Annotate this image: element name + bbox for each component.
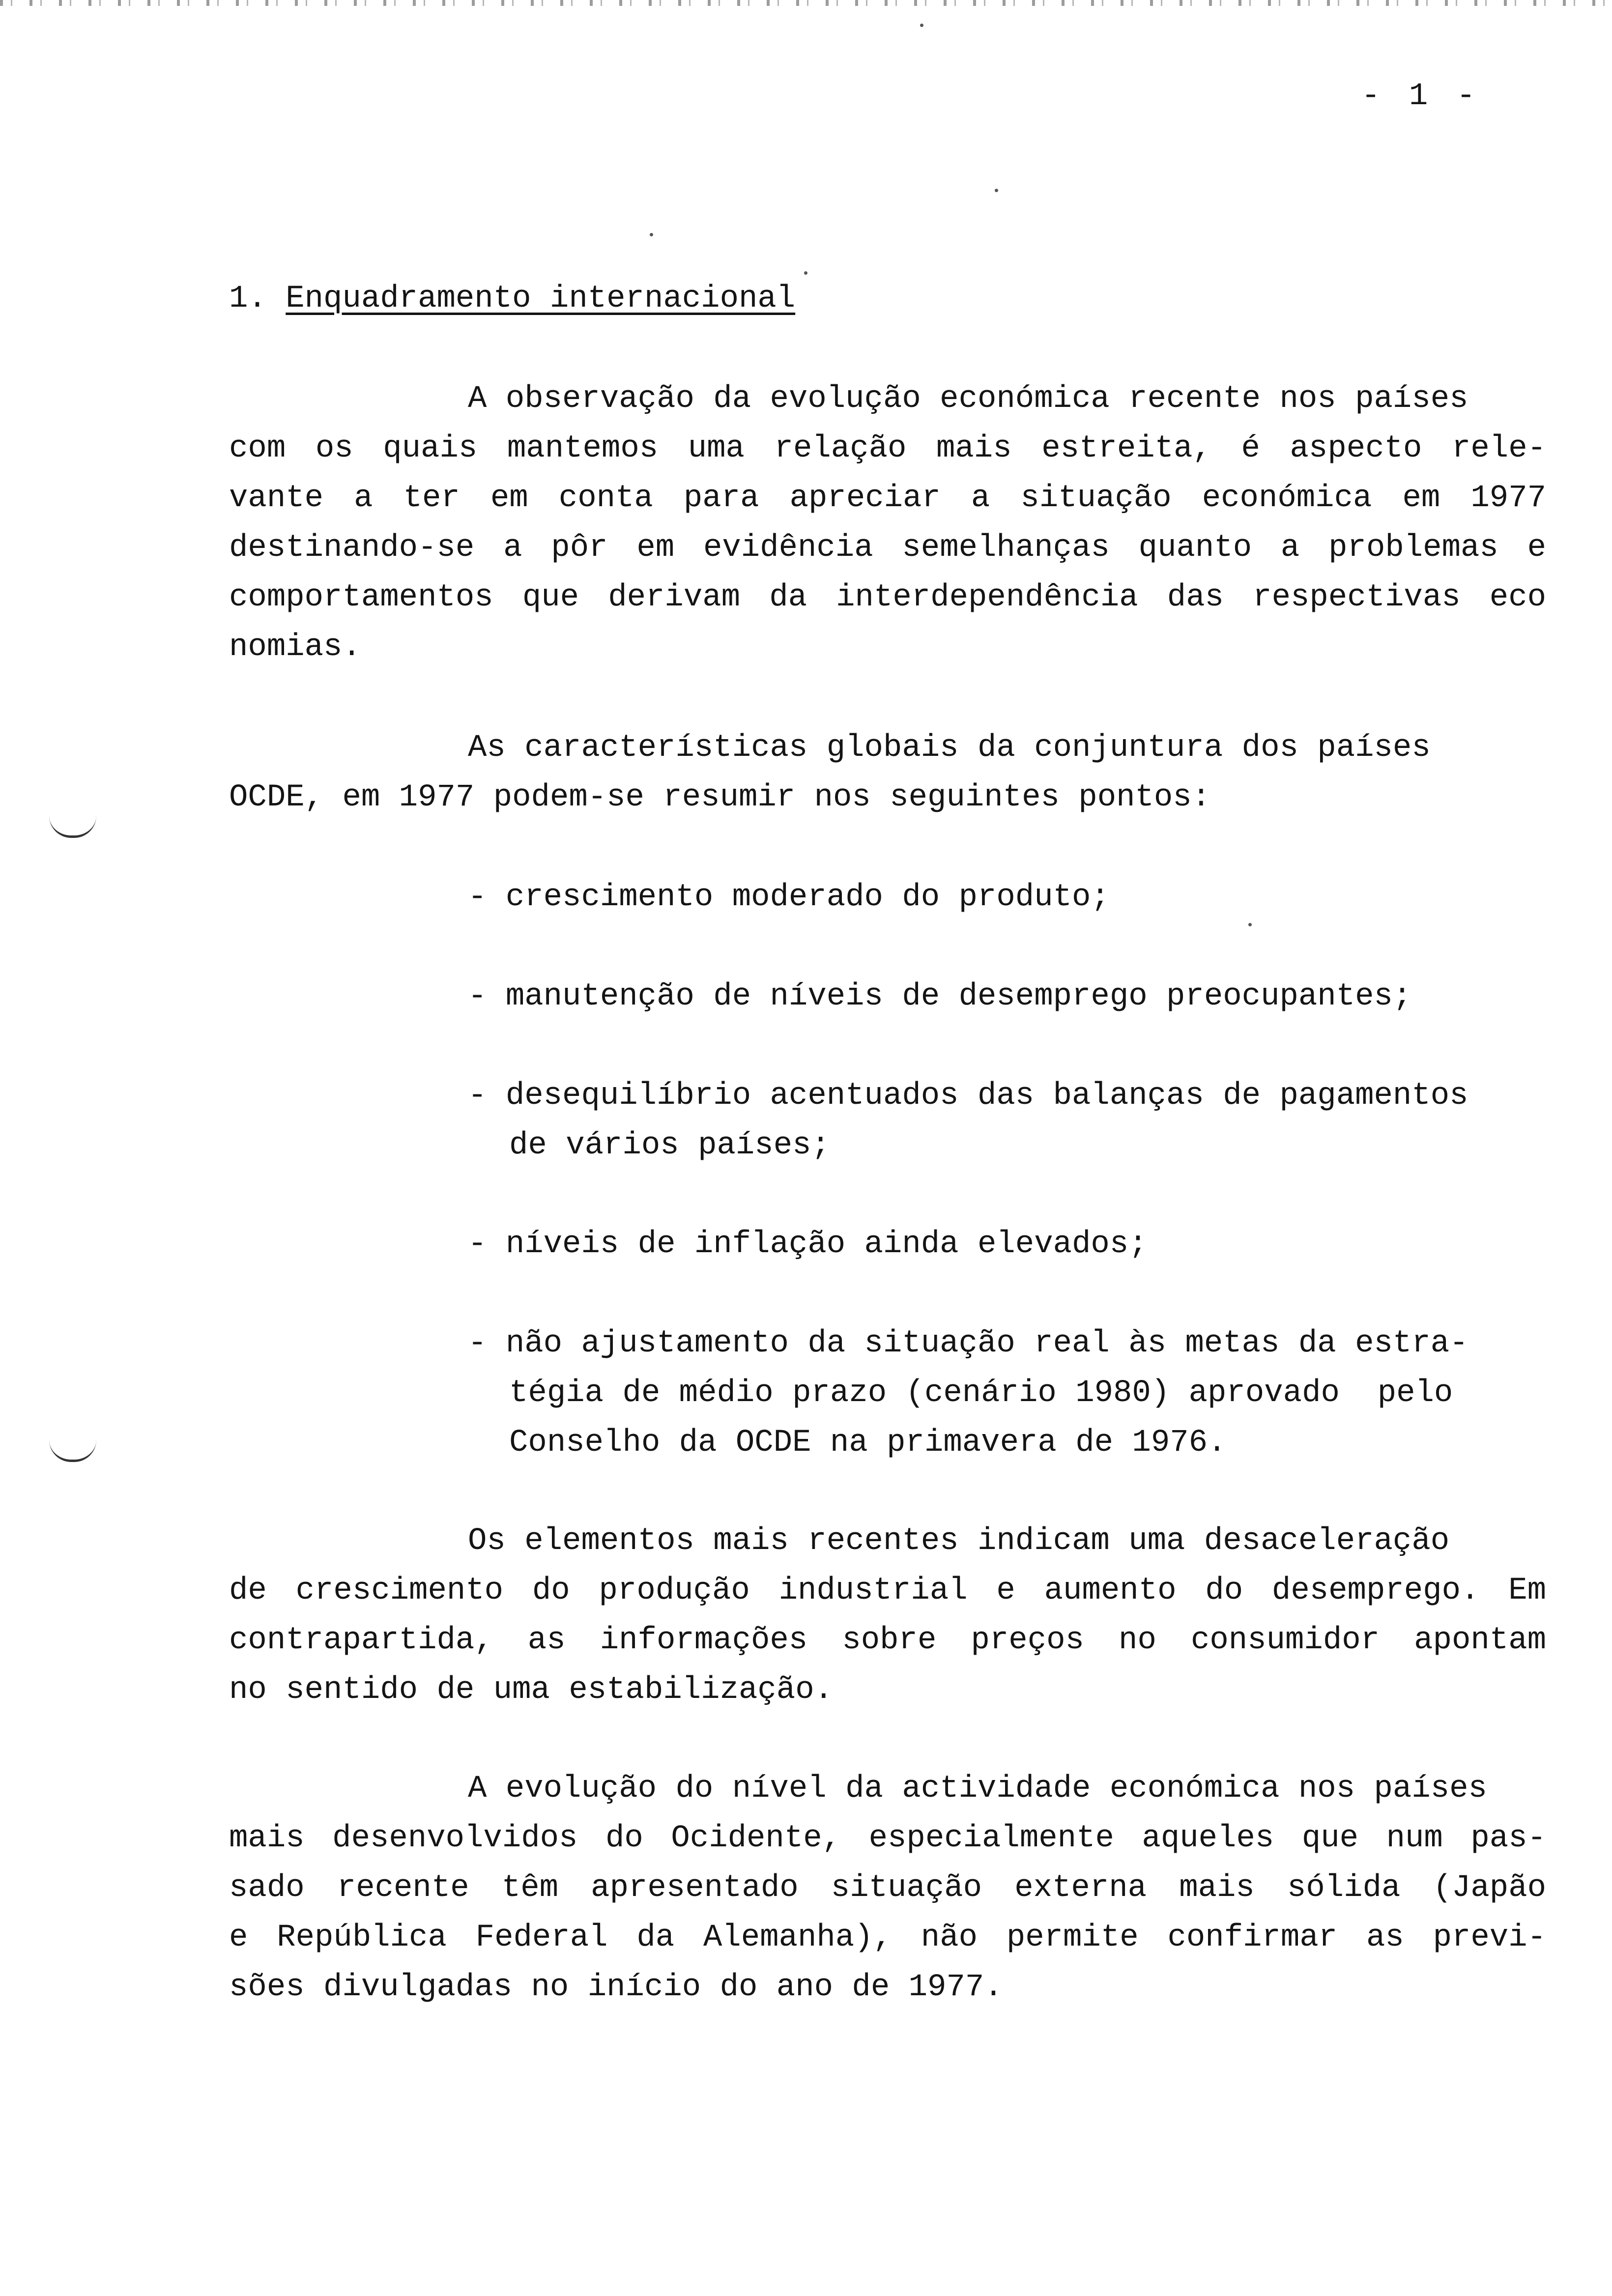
paragraph-1 [229, 374, 1546, 672]
binder-hole-mark [49, 816, 96, 838]
page-number: - 1 - [1361, 79, 1481, 114]
bullet-line: - crescimento moderado do produto; [468, 880, 1110, 915]
bullet-item-1 [468, 873, 1534, 922]
paragraph-line: comportamentos que derivam da interdependência das respectivas eco [229, 580, 1546, 615]
scan-speck [995, 189, 998, 192]
bullet-line: - desequilíbrio acentuados das balanças de pagamentos [468, 1078, 1468, 1114]
paragraph-line: no sentido de uma estabilização. [229, 1672, 833, 1708]
scan-speck [920, 24, 923, 27]
scanned-page-top-edge [0, 0, 1612, 6]
bullet-item-5 [468, 1319, 1534, 1468]
paragraph-line: As características globais da conjuntura dos países [468, 730, 1431, 766]
section-number: 1. [229, 281, 267, 316]
paragraph-line: mais desenvolvidos do Ocidente, especialmente aqueles que num pas- [229, 1821, 1546, 1856]
paragraph-line: A observação da evolução económica recente nos países [468, 381, 1468, 417]
paragraph-line: destinando-se a pôr em evidência semelhanças quanto a problemas e [229, 530, 1546, 566]
paragraph-3 [229, 1517, 1546, 1715]
paragraph-line: contrapartida, as informações sobre preços no consumidor apontam [229, 1623, 1546, 1658]
paragraph-line: Os elementos mais recentes indicam uma desaceleração [468, 1523, 1450, 1559]
paragraph-line: de crescimento do produção industrial e aumento do desemprego. Em [229, 1573, 1546, 1608]
paragraph-line: sões divulgadas no início do ano de 1977. [229, 1970, 1003, 2005]
paragraph-line: sado recente têm apresentado situação externa mais sólida (Japão [229, 1870, 1546, 1906]
section-heading [229, 283, 795, 315]
scan-speck [1248, 923, 1252, 926]
bullet-line: de vários países; [509, 1128, 830, 1163]
bullet-line: - níveis de inflação ainda elevados; [468, 1227, 1148, 1262]
bullet-line: Conselho da OCDE na primavera de 1976. [509, 1425, 1227, 1461]
scan-speck [650, 233, 653, 236]
paragraph-line: A evolução do nível da actividade económica nos países [468, 1771, 1487, 1807]
bullet-item-3 [468, 1071, 1534, 1171]
paragraph-2 [229, 723, 1546, 823]
paragraph-line: OCDE, em 1977 podem-se resumir nos seguintes pontos: [229, 780, 1211, 815]
bullet-item-2 [468, 972, 1534, 1022]
paragraph-line: com os quais mantemos uma relação mais estreita, é aspecto rele- [229, 431, 1546, 466]
paragraph-line: nomias. [229, 630, 361, 665]
paragraph-line: vante a ter em conta para apreciar a situação económica em 1977 [229, 481, 1546, 516]
paragraph-line: e República Federal da Alemanha), não permite confirmar as previ- [229, 1920, 1546, 1955]
scan-speck [804, 271, 807, 275]
bullet-line: tégia de médio prazo (cenário 1980) aprovado pelo [509, 1376, 1453, 1411]
bullet-item-4 [468, 1220, 1534, 1269]
section-title: Enquadramento internacional [286, 281, 796, 316]
bullet-line: - não ajustamento da situação real às metas da estra- [468, 1326, 1468, 1361]
binder-hole-mark [49, 1440, 96, 1462]
paragraph-4 [229, 1764, 1546, 2012]
bullet-line: - manutenção de níveis de desemprego preocupantes; [468, 979, 1412, 1014]
